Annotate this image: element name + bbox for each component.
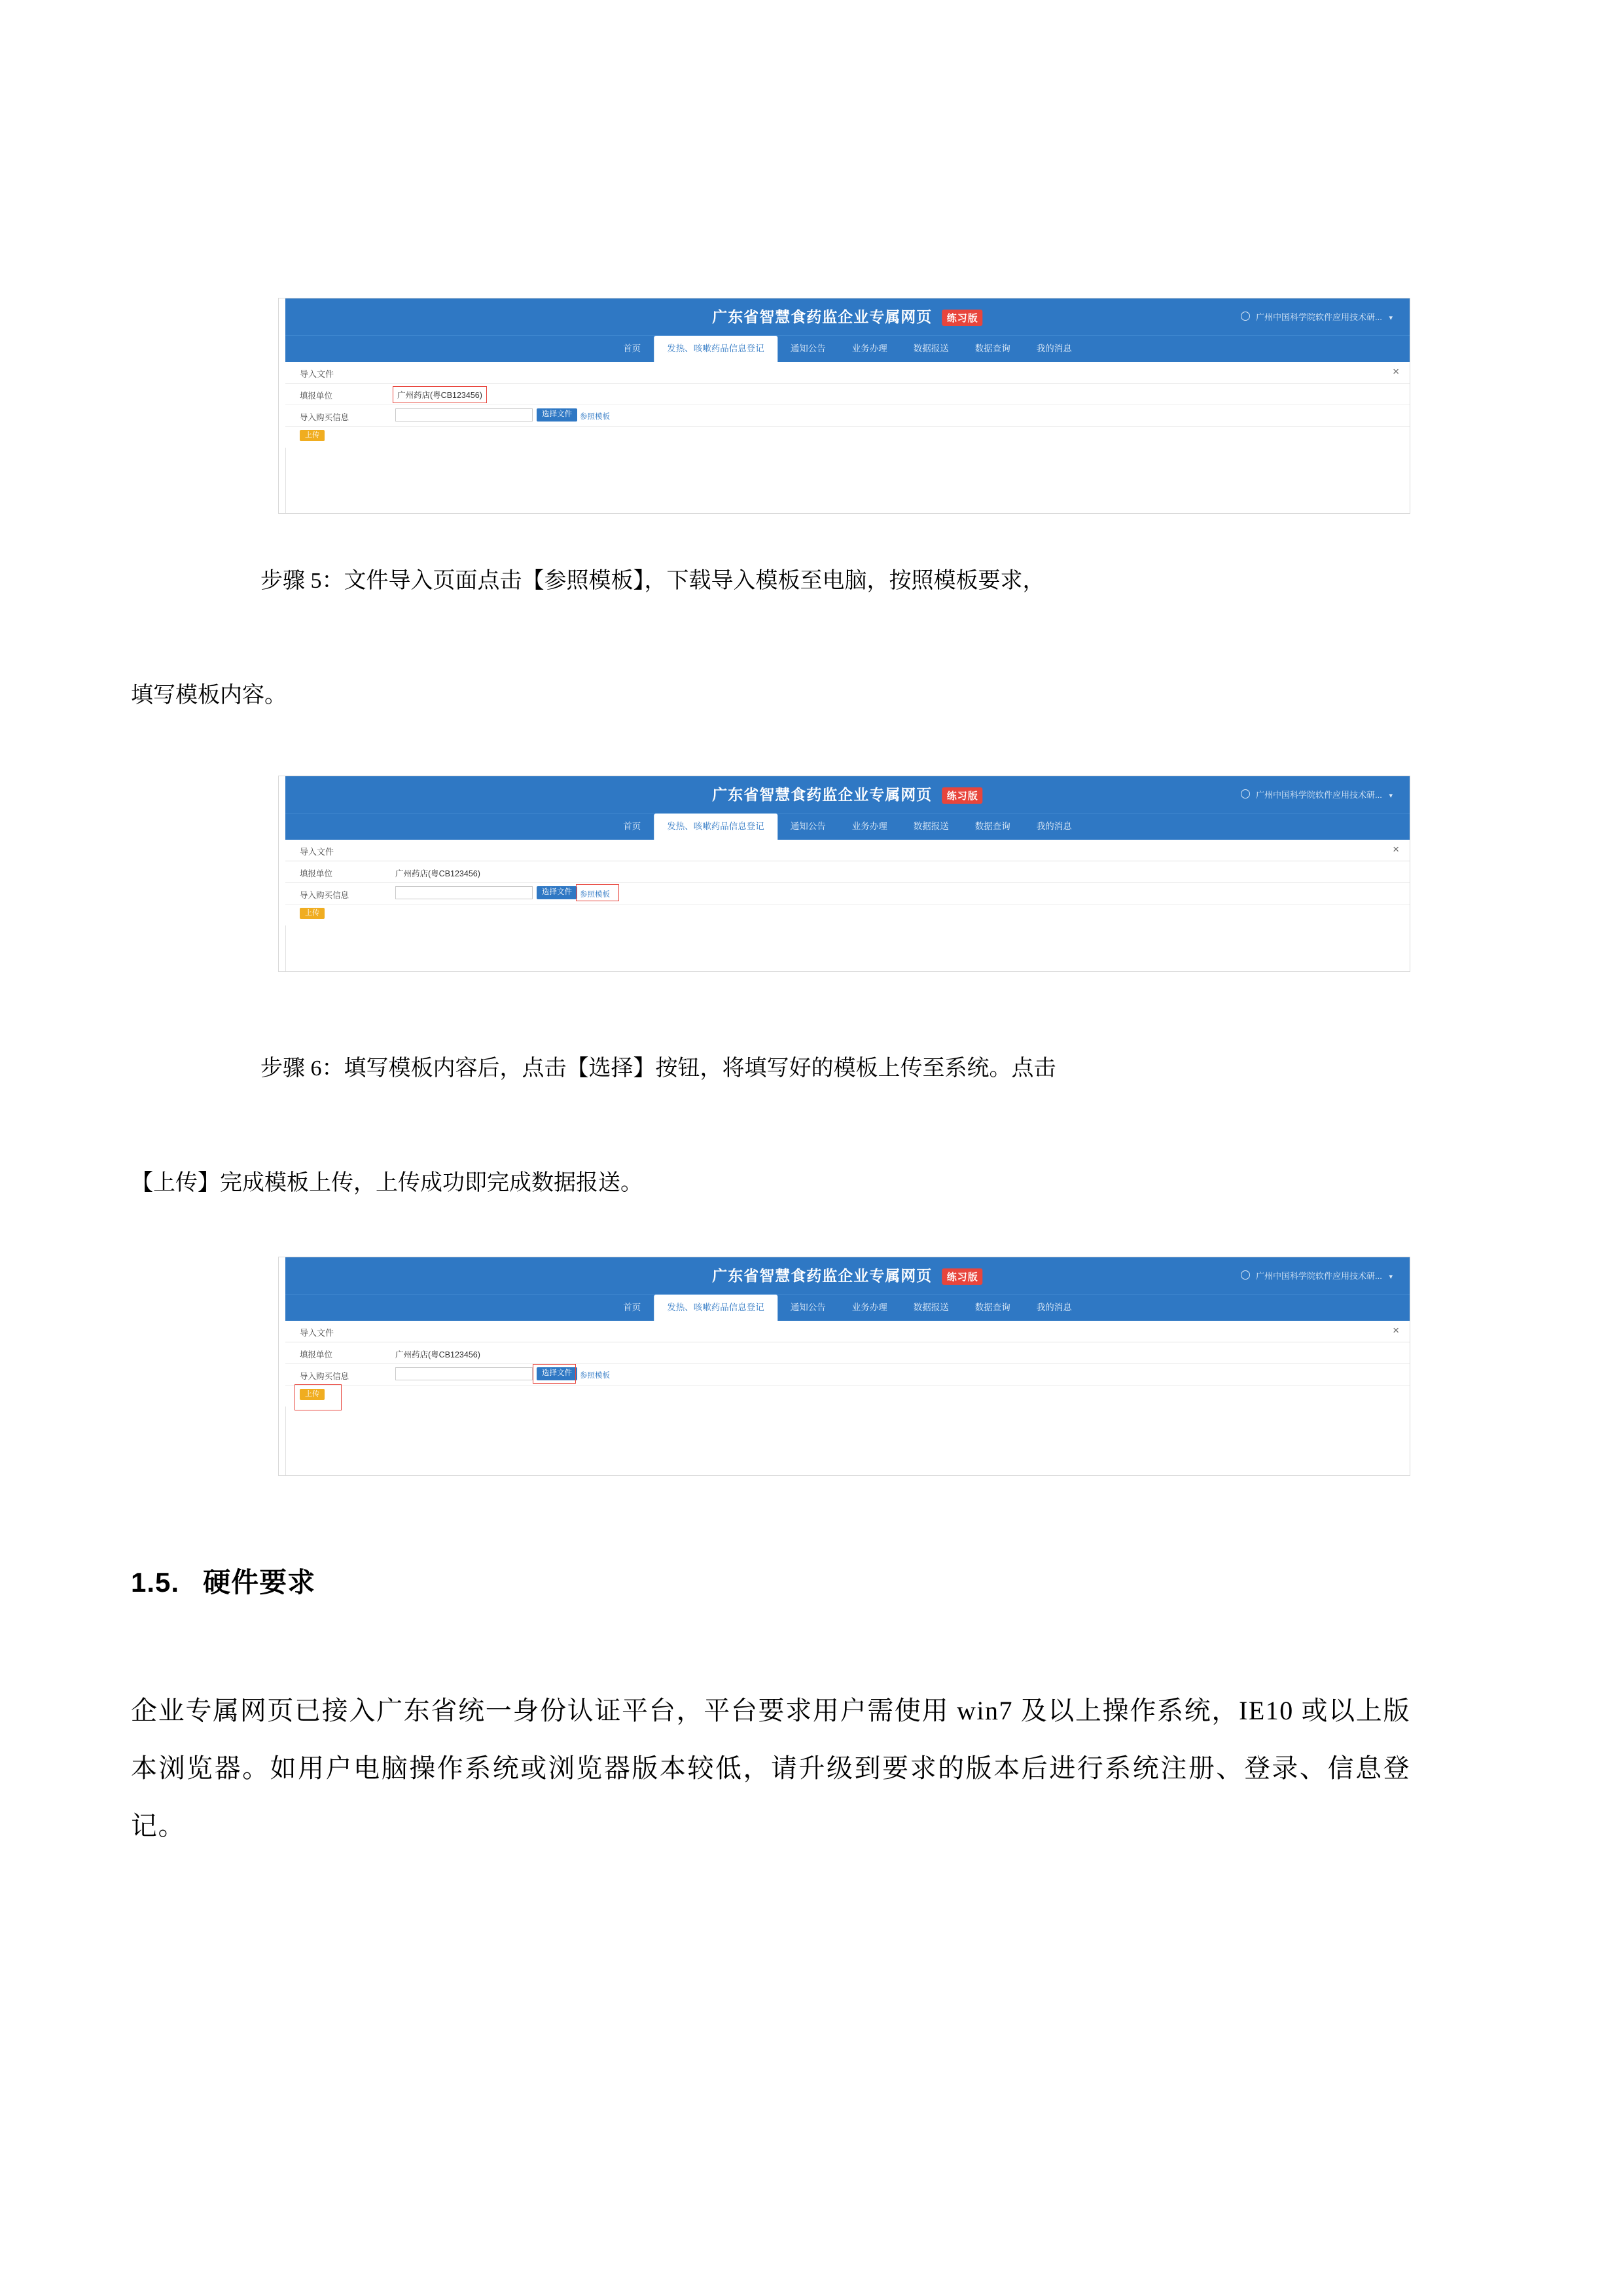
nav-item-drug-registration[interactable]: 发热、咳嗽药品信息登记	[654, 1295, 777, 1321]
section-number: 1.5.	[131, 1567, 180, 1598]
upload-button[interactable]: 上传	[300, 908, 325, 919]
practice-badge: 练习版	[942, 787, 983, 804]
choose-file-button[interactable]: 选择文件	[537, 1367, 577, 1380]
nav-item-business[interactable]: 业务办理	[851, 821, 887, 831]
account-name: 广州中国科学院软件应用技术研...	[1256, 1271, 1382, 1281]
label-import-purchase: 导入购买信息	[300, 1372, 349, 1381]
account-name: 广州中国科学院软件应用技术研...	[1256, 312, 1382, 322]
form-row-import-purchase	[285, 1364, 1410, 1386]
form-row-upload	[285, 427, 1410, 448]
site-header	[285, 298, 1410, 335]
practice-badge: 练习版	[942, 1268, 983, 1285]
site-brand	[712, 1264, 982, 1285]
nav-item-data-report[interactable]: 数据报送	[913, 1302, 949, 1312]
close-icon[interactable]: ×	[1393, 1324, 1399, 1336]
browser-window	[278, 298, 1410, 514]
nav-item-business[interactable]: 业务办理	[851, 1302, 887, 1312]
file-path-input[interactable]	[395, 408, 533, 422]
form-row-upload	[285, 905, 1410, 925]
site-header	[285, 1257, 1410, 1294]
reference-template-link[interactable]: 参照模板	[580, 1372, 610, 1380]
nav-item-home[interactable]: 首页	[623, 821, 641, 831]
nav-item-notices[interactable]: 通知公告	[790, 1302, 826, 1312]
main-nav	[285, 1294, 1410, 1321]
step5-paragraph-line1: 步骤 5：文件导入页面点击【参照模板】，下载导入模板至电脑，按照模板要求，	[260, 569, 1045, 593]
reference-template-link[interactable]: 参照模板	[580, 891, 610, 899]
account-menu[interactable]	[1241, 788, 1393, 800]
nav-item-messages[interactable]: 我的消息	[1036, 1302, 1072, 1312]
import-file-panel	[285, 840, 1410, 925]
import-file-panel	[285, 1321, 1410, 1407]
step6-paragraph-line1: 步骤 6：填写模板内容后，点击【选择】按钮，将填写好的模板上传至系统。点击	[260, 1056, 1056, 1081]
value-reporting-unit: 广州药店(粤CB123456)	[393, 386, 487, 403]
panel-header	[285, 840, 1410, 861]
panel-title: 导入文件	[300, 369, 334, 379]
form-row-upload	[285, 1386, 1410, 1407]
main-nav	[285, 813, 1410, 840]
practice-badge: 练习版	[942, 310, 983, 326]
nav-item-home[interactable]: 首页	[623, 344, 641, 353]
chevron-down-icon: ▾	[1389, 792, 1393, 800]
section-heading	[131, 1561, 1407, 1600]
label-reporting-unit: 填报单位	[300, 869, 333, 878]
screenshot-step6	[278, 776, 1410, 972]
user-avatar-icon	[1241, 789, 1250, 798]
value-reporting-unit: 广州药店(粤CB123456)	[395, 869, 480, 878]
close-icon[interactable]: ×	[1393, 365, 1399, 378]
panel-title: 导入文件	[300, 1328, 334, 1338]
section-title: 硬件要求	[203, 1567, 316, 1598]
reference-template-link[interactable]: 参照模板	[580, 413, 610, 421]
label-import-purchase: 导入购买信息	[300, 891, 349, 900]
panel-header	[285, 1321, 1410, 1342]
site-brand-text: 广东省智慧食药监企业专属网页	[712, 308, 933, 325]
account-menu[interactable]	[1241, 310, 1393, 323]
file-path-input[interactable]	[395, 1367, 533, 1380]
browser-window	[278, 776, 1410, 972]
nav-item-data-report[interactable]: 数据报送	[913, 344, 949, 353]
form-row-reporting-unit	[285, 384, 1410, 405]
nav-item-business[interactable]: 业务办理	[851, 344, 887, 353]
user-avatar-icon	[1241, 1270, 1250, 1280]
upload-button[interactable]: 上传	[300, 1389, 325, 1400]
nav-item-drug-registration[interactable]: 发热、咳嗽药品信息登记	[654, 336, 777, 362]
panel-header	[285, 362, 1410, 384]
choose-file-button[interactable]: 选择文件	[537, 886, 577, 899]
panel-title: 导入文件	[300, 847, 334, 857]
label-reporting-unit: 填报单位	[300, 1350, 333, 1359]
nav-item-notices[interactable]: 通知公告	[790, 344, 826, 353]
choose-file-button[interactable]: 选择文件	[537, 408, 577, 422]
step6-paragraph-line2: 【上传】完成模板上传，上传成功即完成数据报送。	[131, 1171, 643, 1195]
nav-item-notices[interactable]: 通知公告	[790, 821, 826, 831]
site-header	[285, 776, 1410, 813]
user-avatar-icon	[1241, 312, 1250, 321]
nav-item-data-query[interactable]: 数据查询	[974, 821, 1010, 831]
form-row-reporting-unit	[285, 1342, 1410, 1364]
main-nav	[285, 335, 1410, 362]
step5-paragraph-line2: 填写模板内容。	[131, 683, 287, 708]
file-path-input[interactable]	[395, 886, 533, 899]
chevron-down-icon: ▾	[1389, 314, 1393, 322]
value-reporting-unit: 广州药店(粤CB123456)	[395, 1350, 480, 1359]
import-file-panel	[285, 362, 1410, 448]
form-row-reporting-unit	[285, 861, 1410, 883]
site-brand-text: 广东省智慧食药监企业专属网页	[712, 1267, 933, 1284]
site-brand-text: 广东省智慧食药监企业专属网页	[712, 786, 933, 803]
nav-item-messages[interactable]: 我的消息	[1036, 344, 1072, 353]
nav-item-data-query[interactable]: 数据查询	[974, 344, 1010, 353]
site-brand	[712, 783, 982, 804]
site-brand	[712, 305, 982, 327]
screenshot-step5	[278, 298, 1410, 514]
form-row-import-purchase	[285, 405, 1410, 427]
browser-window	[278, 1257, 1410, 1476]
account-menu[interactable]	[1241, 1269, 1393, 1282]
label-reporting-unit: 填报单位	[300, 391, 333, 401]
nav-item-messages[interactable]: 我的消息	[1036, 821, 1072, 831]
account-name: 广州中国科学院软件应用技术研...	[1256, 790, 1382, 800]
form-row-import-purchase	[285, 883, 1410, 905]
label-import-purchase: 导入购买信息	[300, 413, 349, 422]
nav-item-home[interactable]: 首页	[623, 1302, 641, 1312]
upload-button[interactable]: 上传	[300, 430, 325, 441]
chevron-down-icon: ▾	[1389, 1273, 1393, 1281]
nav-item-data-report[interactable]: 数据报送	[913, 821, 949, 831]
nav-item-drug-registration[interactable]: 发热、咳嗽药品信息登记	[654, 814, 777, 840]
close-icon[interactable]: ×	[1393, 843, 1399, 855]
screenshot-step7	[278, 1257, 1410, 1476]
section-body-paragraph: 企业专属网页已接入广东省统一身份认证平台，平台要求用户需使用 win7 及以上操作系统，IE10 或以上版本浏览器。如用户电脑操作系统或浏览器版本较低，请升级到要求的版本后进行系统注册、登录、信息登记。	[131, 1696, 1410, 1840]
nav-item-data-query[interactable]: 数据查询	[974, 1302, 1010, 1312]
